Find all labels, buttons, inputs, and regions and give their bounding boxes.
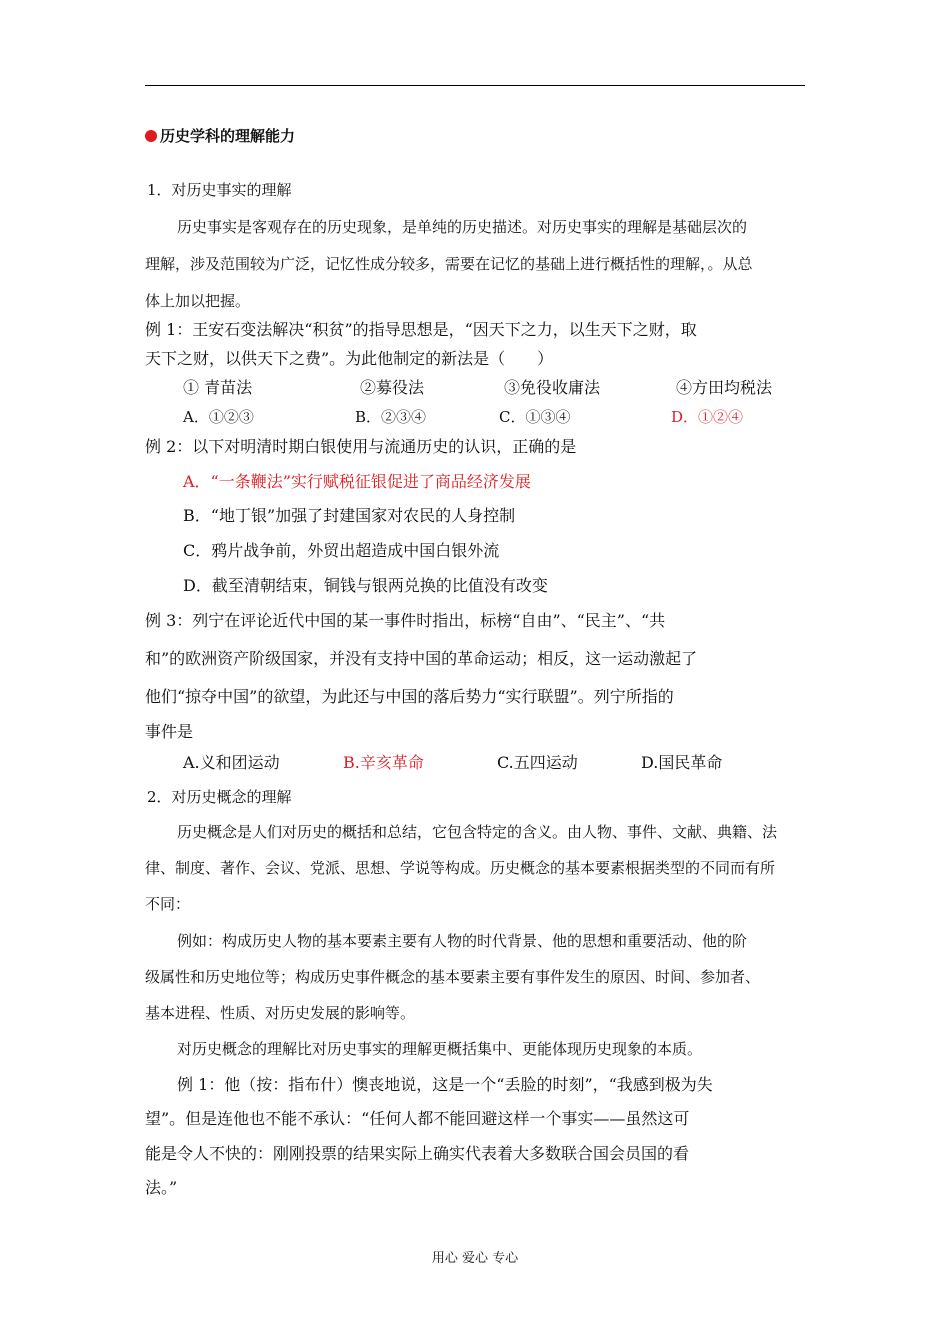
ex1-item: ① 青苗法: [183, 378, 253, 397]
part2-para-line: 例如：构成历史人物的基本要素主要有人物的时代背景、他的思想和重要活动、他的阶: [177, 932, 748, 950]
part1-para-line: 历史事实是客观存在的历史现象，是单纯的历史描述。对历史事实的理解是基础层次的: [177, 218, 748, 236]
part2-para-line: 历史概念是人们对历史的概括和总结，它包含特定的含义。由人物、事件、文献、典籍、法: [177, 823, 778, 841]
ex1-option: A．①②③: [183, 408, 254, 426]
part2-para-line: 基本进程、性质、对历史发展的影响等。: [145, 1004, 416, 1022]
ex1-option-answer: D．①②④: [671, 408, 744, 426]
part2-heading: 2．对历史概念的理解: [147, 788, 292, 806]
ex1-question: 例 1：王安石变法解决“积贫”的指导思想是，“因天下之力，以生天下之财，取: [145, 320, 697, 339]
ex1-option: B．②③④: [355, 408, 427, 426]
ex3-question: 他们“掠夺中国”的欲望，为此还与中国的落后势力“实行联盟”。列宁所指的: [145, 687, 674, 706]
part2-ex1-line: 法。”: [145, 1178, 178, 1197]
ex2-question: 例 2：以下对明清时期白银使用与流通历史的认识，正确的是: [145, 437, 577, 456]
part2-para-line: 对历史概念的理解比对历史事实的理解更概括集中、更能体现历史现象的本质。: [177, 1040, 703, 1058]
page-footer: 用心 爱心 专心: [431, 1251, 519, 1266]
ex3-option: A.义和团运动: [183, 753, 280, 772]
ex2-option: D．截至清朝结束，铜钱与银两兑换的比值没有改变: [183, 576, 548, 595]
part2-ex1-line: 望”。但是连他也不能不承认：“任何人都不能回避这样一个事实——虽然这可: [145, 1109, 690, 1128]
ex1-question: 天下之财，以供天下之费”。为此他制定的新法是（ ）: [145, 349, 554, 368]
ex3-question: 和”的欧洲资产阶级国家，并没有支持中国的革命运动；相反，这一运动激起了: [145, 649, 698, 668]
part2-ex1-line: 能是令人不快的：刚刚投票的结果实际上确实代表着大多数联合国会员国的看: [145, 1144, 690, 1163]
ex2-option: B．“地丁银”加强了封建国家对农民的人身控制: [183, 506, 516, 525]
ex3-option: D.国民革命: [641, 753, 723, 772]
part2-ex1-line: 例 1：他（按：指布什）懊丧地说，这是一个“丢脸的时刻”，“我感到极为失: [177, 1075, 713, 1094]
ex1-option: C．①③④: [499, 408, 571, 426]
ex1-item: ②募役法: [360, 378, 425, 397]
part1-para-line: 理解，涉及范围较为广泛，记忆性成分较多，需要在记忆的基础上进行概括性的理解，。从总: [145, 255, 753, 273]
ex1-item: ③免役收庸法: [504, 378, 601, 397]
ex3-question: 例 3：列宁在评论近代中国的某一事件时指出，标榜“自由”、“民主”、“共: [145, 611, 666, 630]
section-title: 历史学科的理解能力: [145, 126, 295, 146]
ex3-option-answer: B.辛亥革命: [343, 753, 424, 772]
ex3-option: C.五四运动: [497, 753, 578, 772]
bullet-icon: [145, 130, 157, 142]
part2-para-line: 级属性和历史地位等；构成历史事件概念的基本要素主要有事件发生的原因、时间、参加者、: [145, 968, 761, 986]
part2-para-line: 不同：: [145, 895, 191, 913]
ex3-question: 事件是: [145, 722, 194, 741]
header-rule: [145, 85, 805, 86]
ex2-option: C．鸦片战争前，外贸出超造成中国白银外流: [183, 541, 500, 560]
ex2-option-answer: A．“一条鞭法”实行赋税征银促进了商品经济发展: [183, 472, 531, 491]
part1-para-line: 体上加以把握。: [145, 292, 251, 310]
part2-para-line: 律、制度、著作、会议、党派、思想、学说等构成。历史概念的基本要素根据类型的不同而有所: [145, 859, 776, 877]
ex1-item: ④方田均税法: [676, 378, 773, 397]
part1-heading: 1．对历史事实的理解: [147, 181, 292, 199]
